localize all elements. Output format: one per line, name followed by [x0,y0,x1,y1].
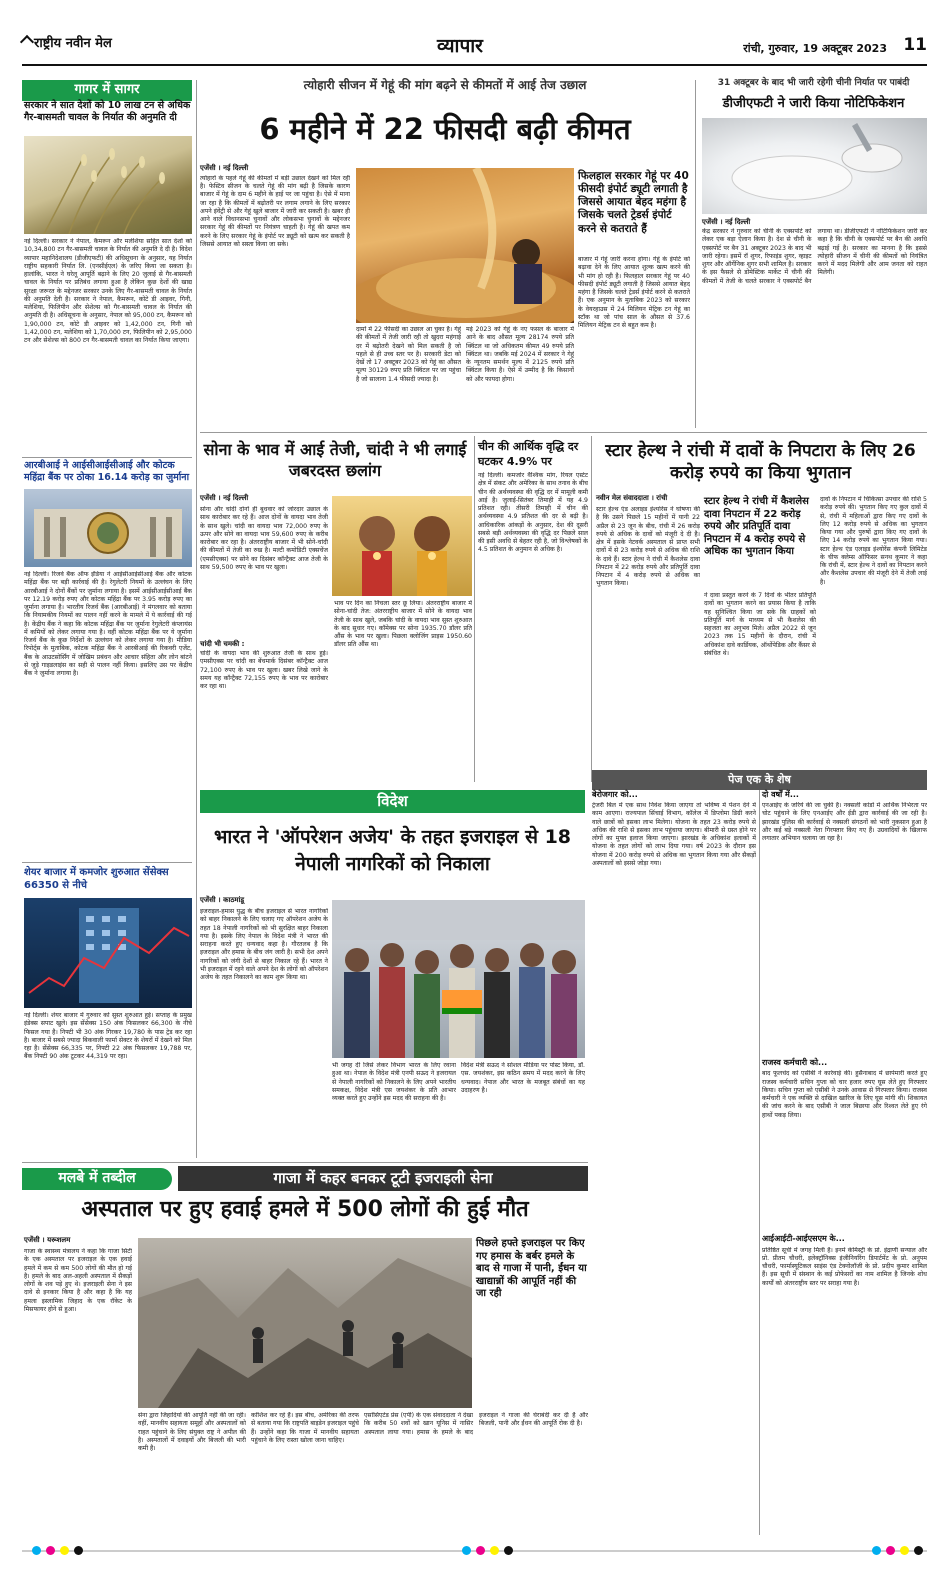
gaza-body-2: सेना द्वारा जिहादियों की आपूर्ति नहीं की जा रही। वहीं, मानवीय सहायता समूहों और अस्पतालों को राहत पहुंचाने के लिए संयुक्त राष्ट्र ने अपील की है। अस्पतालों में दवाइयों और बिजली की भारी कमी है। [138,1412,246,1452]
rbi-penalty-headline: आरबीआई ने आईसीआईसीआई और कोटक महिंद्रा बैंक पर ठोका 16.14 करोड़ का जुर्माना [24,460,190,484]
rice-export-headline: सरकार ने सात देशों को 10 लाख टन से अधिक गैर-बासमती चावल के निर्यात की अनुमति दी [24,100,191,124]
sensex-body: नई दिल्ली। शेयर बाजार में गुरुवार को सुस्त शुरुआत हुई। सप्ताह के प्रमुख इंडेक्स सपाट खुले। इस सेंसेक्स 150 अंक फिसलकर 66,300 के नीचे फिसल गया है। निफ्टी भी 30 अंक गिरकर 19,780 के पास ट्रेड कर रहा है। बाजार में सबसे ज्यादा बिकवाली फार्मा सेक्टर के शेयरों में देखने को मिल रहा है। सेंसेक्स 66,335 पर, निफ्टी 22 अंक फिसलकर 19,788 पर, बैंक निफ्टी 90 अंक टूटकर 44,319 पर रहा। [24,1012,192,1061]
star-story-col1 [596,494,700,505]
gaza-body-3: कोशिश कर रहे हैं। इस बीच, अमेरिका की तरफ से बताया गया कि राष्ट्रपति बाइडेन इजराइल पहुंचे हैं। उन्होंने कहा कि गाजा में मानवीय सहायता पहुंचाने के लिए रास्ता खोला जाना चाहिए। [251,1412,359,1444]
nepali-evacuees-photo [332,900,585,1058]
continuation-body-1: ट्रेजरी बिल में एक साथ निवेश किया जाएगा तो भविष्य में पेंशन देने में काम आएगा। राज्यपाल सिंचाई विभाग, कॉलेज में डिप्लोमा डिग्री करने वाले छात्रों को इसका लाभ मिलेगा। योजना के तहत 23 करोड़ रुपये से अधिक की राशि से इसका लाभ पहुंचाया जाएगा। बीमारी से ग्रस्त होने पर लोगों का मुफ्त इलाज किया जाएगा। झारखंड के अधिकांश इलाकों में योजना के तहत लोगों को लाभ दिया गया। वर्ष 2023 के दौरान इस योजना में 200 करोड़ रुपये से अधिक का भुगतान किया गया और सैकड़ों अस्पतालों को इससे जोड़ा गया। [592,802,756,867]
continuation-heading-4: आईआईटी-आईएसएम के... [762,1234,845,1244]
sugar-headline: डीजीएफटी ने जारी किया नोटिफिकेशन [722,96,905,111]
wheat-body-1: त्योहारों के पहले गेहूं की कीमतों में बड़ी उछाल देखने को मिल रही है। फेस्टिव सीजन के चलते गेहूं की मांग बढ़ी है जिसके कारण बाजार में गेहूं के दाम 6 महीने के हाई पर जा पहुंचा है। ऐसे में माना जा रहा है कि कीमतों में बढ़ोतरी पर लगाम लगाने के लिए सरकार अपने इंवेंट्री से और गेहूं खुले बाजार में जारी कर सकती है। खबर ही आने वाले विधानसभा चुनावों और लोकसभा चुनावों के मद्देनजर सरकार गेहूं की कीमतों पर नियंत्रण चाहती है। गेहूं की खपत कम करने के लिए सरकार गेहूं के इंपोर्ट पर ड्यूटी को खत्म कर सकती है जिससे आयात को सस्ता किया जा सके। [200,174,350,248]
videsh-col1 [200,896,328,907]
silver-subhead: चांदी भी चमकी : [200,640,245,648]
rbi-penalty-body: नई दिल्ली। रिजर्व बैंक ऑफ इंडिया ने आईसीआईसीआई बैंक और कोटक महिंद्रा बैंक पर बड़ी कार्रवाई की है। रेगुलेटरी नियमों के उल्लंघन के लिए आरबीआई ने दोनों बैंकों पर जुर्माना लगाया है। इसमें आईसीआईसीआई बैंक पर 12.19 करोड़ रुपए और कोटक महिंद्रा बैंक पर 3.95 करोड़ रुपए का जुर्माना लगाया है। भारतीय रिजर्व बैंक (आरबीआई) ने मंगलवार को बताया कि नियामकीय नियमों का पालन नहीं करने के मामले में ये कार्रवाई की गई है। केंद्रीय बैंक ने कहा कि कोटक महिंद्रा बैंक पर जुर्माना रेगुलेटरी कंप्लायंस में कमियों को लेकर लगाया गया है। वहीं कोटक महिंद्रा बैंक पर ये जुर्माना रिजर्व बैंक के कुछ निर्देशों के उल्लंघन को लेकर लगाया गया है। मीडिया रिपोर्ट्स के मुताबिक, कोटक महिंद्रा बैंक ने आरबीआई की रिकवरी एजेंट, बैंक के आउटसोर्सिंग में जोखिम प्रबंधन और आचार संहिता और लोन बांटने से जुड़े गाइडलाइंस का सही से पालन नहीं किया। इसलिए उस पर केंद्रीय बैंक ने जुर्माना लगाया है। [24,571,192,677]
star-body-3: दावों के निपटान में चिकित्सा उपचार की राशि 5 करोड़ रुपये की। भुगतान किए गए कुल दावों में से, रांची में महिलाओं द्वारा किए गए दावों के लिए 12 करोड़ रुपये से अधिक का भुगतान किया गया और पुरुषों द्वारा किए गए दावों के लिए 14 करोड़ रुपये का भुगतान किया गया। स्टार हेल्थ एंड एलाइड इंश्योरेंस कंपनी लिमिटेड के चीफ क्लेम्स ऑफिसर सनथ कुमार ने कहा कि रांची में, स्टार हेल्थ ने दावों का निपटान करने और कैशलेस उपचार की मंजूरी देने में तेजी लाई है। [820,496,927,586]
videsh-body-2: भी जगह दी जिसे लेकर विभाग भारत के लिए रवाना हुआ था। नेपाल के विदेश मंत्री एनपी सऊद ने इजरायल से नेपाली नागरिकों को निकालने के लिए अपने भारतीय समकक्ष, विदेश मंत्री एस जयशंकर के प्रति आभार व्यक्त करते हुए उन्होंने इस मदद की सराहना की है। [332,1062,456,1102]
rice-export-body: नई दिल्ली। सरकार ने नेपाल, कैमरून और मलेशिया सहित सात देशों को 10,34,800 टन गैर-बासमती चावल के निर्यात की अनुमति दे दी है। विदेश व्यापार महानिदेशालय (डीजीएफटी) की अधिसूचना के अनुसार, यह निर्यात राष्ट्रीय सहकारी निर्यात लि. (एनसीईएल) के जरिए किया जा सकता है। हालांकि, भारत ने घरेलू आपूर्ति बढ़ाने के लिए 20 जुलाई से गैर-बासमती चावल के निर्यात पर प्रतिबंध लगाया हुआ है लेकिन कुछ देशों की खाद्य सुरक्षा जरूरत के मद्देनजर सरकार उनके लिए गैर-बासमती चावल के निर्यात की अनुमति देती है। सरकार ने नेपाल, कैमरून, कोटे डी आइवर, गिनी, मलेशिया, फिलिपीन और सेशेल्स को गैर-बासमती चावल के निर्यात की अनुमति दी है। अधिसूचना के अनुसार, नेपाल को 95,000 टन, कैमरून को 1,90,000 टन, कोटे डी आइवर को 1,42,000 टन, गिनी को 1,42,000 टन, मलेशिया को 1,70,000 टन, फिलिपीन को 2,95,000 टन और सेशेल्स को 800 टन गैर-बासमती चावल का निर्यात किया जाएगा। [24,238,192,344]
destroyed-building-illustration [138,1238,472,1408]
gold-story-col1 [200,494,328,505]
wheat-body-2: दामों में 22 फीसदी का उछाल आ चुका है। गेहूं की कीमतों में तेजी जारी रही तो खुदरा महंगाई दर में बढ़ोतरी देखने को मिल सकती है जो पहले से ही उच्च स्तर पर है। सरकारी डेटा को देखें तो 17 अक्टूबर 2023 को गेहूं का औसत मूल्य 30129 रुपए प्रति क्विंटल पर जा पहुंचा है जो सालाना 1.4 फीसदी ज्यादा है। [356,326,461,383]
gold-body-2: चांदी के वायदा भाव की शुरुआत तेजी के साथ हुई। एमसीएक्स पर चांदी का बेंचमार्क दिसंबर कॉन्ट्रैक्ट आज 72,100 रुपए के भाव पर खुला। खबर लिखे जाने के समय यह कॉन्ट्रैक्ट 72,155 रुपए के भाव पर कारोबार कर रहा था। [200,650,328,690]
continuation-heading-2: राजस्व कर्मचारी को... [762,1058,828,1068]
page-one-continuation-label: पेज एक के शेष [592,770,927,790]
sugar-spoon-illustration [702,118,927,214]
masthead [22,30,927,66]
gold-headline: सोना के भाव में आई तेजी, चांदी ने भी लगाई जबरदस्त छलांग [203,440,467,480]
wheat-headline: 6 महीने में 22 फीसदी बढ़ी कीमत [259,112,631,146]
gold-body-3: भाव पर दिन का निचला स्तर छू लिया। अंतरराष्ट्रीय बाजार में सोना-चांदी तेज: अंतरराष्ट्रीय बाजार में सोने के वायदा भाव तेजी के साथ खुले, जबकि चांदी के वायदा भाव सुस्त शुरुआत के बाद सुधार गए। कॉमेक्स पर सोना 1935.70 डॉलर प्रति औंस के भाव पर खुला। पिछला क्लोजिंग प्राइस 1950.60 डॉलर प्रति औंस था। [334,600,472,649]
continuation-col2 [762,790,927,1397]
gaza-rubble-photo [138,1238,472,1408]
gaza-kicker: गाजा में कहर बनकर टूटी इजराइली सेना [178,1166,588,1191]
section-title: व्यापार [437,35,483,57]
videsh-byline: एजेंसी । काठमांडू [200,896,245,904]
wheat-byline: एजेंसी । नई दिल्ली [200,164,249,172]
left-column-label: गागर में सागर [22,80,192,101]
continuation-body-3: एनआईए के जरिये की जा चुकी है। नक्सली कांडों में आर्थिक निर्भरता पर चोट पहुंचाने के लिए एनआईए और ईडी द्वारा कार्रवाई की जा रही है। झारखंड पुलिस की कार्रवाई से नक्सली संगठनों को भारी नुकसान हुआ है और कई बड़े नक्सली नेता गिरफ्तार किए गए हैं। उग्रवादियों के खिलाफ लगातार अभियान चलाया जा रहा है। [762,802,927,843]
print-registration-strip [22,1545,927,1557]
stock-exchange-illustration [24,898,192,1008]
rbi-photo [24,489,192,567]
videsh-label: विदेश [200,790,585,813]
wheat-kicker: त्योहारी सीजन में गेहूं की मांग बढ़ने से कीमतों में आई तेज उछाल [303,78,587,92]
continuation-col1 [592,790,756,1377]
logo-arrow-icon [20,35,34,49]
rice-photo [24,136,192,234]
china-headline: चीन की आर्थिक वृद्धि दर घटकर 4.9% पर [478,440,579,468]
sugar-kicker: 31 अक्टूबर के बाद भी जारी रहेगी चीनी निर्यात पर पाबंदी [717,78,910,88]
sugar-byline: एजेंसी । नई दिल्ली [702,218,751,226]
sensex-headline: शेयर बाजार में कमजोर शुरुआत सेंसेक्स 66350 से नीचे [24,867,169,891]
sugar-photo [702,118,927,214]
gaza-body-4: एसोसिएटेड प्रेस (एपी) के एक संवाददाता ने देखा कि करीब 50 शवों को खान यूनिस में नासिर अस्पताल लाया गया। हमास के हमले के बाद इजराइल ने गाजा की घेराबंदी कर दी है और बिजली, पानी और ईंधन की आपूर्ति रोक दी है। [364,1412,588,1436]
wheat-pull-quote: फिलहाल सरकार गेहूं पर 40 फीसदी इंपोर्ट ड्यूटी लगाती है जिससे आयात बेहद महंगा है जिसके चलते ट्रेडर्स इंपोर्ट करने से कतराते हैं [578,170,689,235]
gold-jewellery-photo [332,496,472,596]
gaza-body-1: गाजा के स्वास्थ्य मंत्रालय ने कहा कि गाजा सिटी के एक अस्पताल पर इजराइल के एक हवाई हमले में कम से कम 500 लोगों की मौत हो गई है। हमले के बाद अल-अहली अस्पताल में सैकड़ों लोगों के शव पड़े हुए थे। इजराइली सेना ने इस दावे से इनकार किया है और कहा है कि यह हमला इस्लामिक जिहाद के एक रॉकेट के मिसफायर होने से हुआ। [24,1248,132,1313]
continuation-body-2: बाद फूलचंद को एसीबी ने कार्रवाई की। हुसैनाबाद में छापेमारी करते हुए राजस्व कर्मचारी सचिन गुप्ता को चार हजार रुपए घूस लेते हुए गिरफ्तार किया। सचिन गुप्ता को एसीबी ने उनके आवास से गिरफ्तार किया। राजस्व कर्मचारी ने एक व्यक्ति से दाखिल खारिज के लिए घूस मांगी थी। शिकायत की जांच करने के बाद एसीबी ने जाल बिछाया और रिश्वत लेते हुए रंगे हाथों पकड़ लिया। [762,1070,927,1119]
newspaper-logo: राष्ट्रीय नवीन मेल [22,36,112,53]
china-body: नई दिल्ली। कमजोर वैश्विक मांग, रियल एस्टेट क्षेत्र में संकट और अमेरिका के साथ तनाव के बीच चीन की अर्थव्यवस्था की वृद्धि दर में मामूली कमी आई है। जुलाई-सितंबर तिमाही में यह 4.9 प्रतिशत रही। तीसरी तिमाही में चीन की अर्थव्यवस्था 4.9 प्रतिशत की दर से बढ़ी है। आधिकारिक आंकड़ों के अनुसार, देश की दूसरी सबसे बड़ी अर्थव्यवस्था की वृद्धि दर पिछले साल की इसी अवधि से बेहतर रही है, जो विश्लेषकों के 4.5 प्रतिशत के अनुमान से अधिक है। [478,472,588,554]
rbi-building-illustration [24,489,192,567]
gold-byline: एजेंसी । नई दिल्ली [200,494,249,502]
dateline: रांची, गुरुवार, 19 अक्टूबर 2023 [743,42,887,55]
wheat-body-3: मई 2023 को गेहूं के नए फसल के बाजार में आने के बाद औसत मूल्य 28174 रुपये प्रति क्विंटल था जो अधिकतम कीमत 49 रुपये प्रति क्विंटल था। जबकि मई 2024 में सरकार ने गेहूं के न्यूनतम समर्थन मूल्य में 2125 रुपये प्रति क्विंटल किया है। ऐसे में उम्मीद है कि किसानों को और फायदा होगा। [466,326,574,383]
star-pull-quote: स्टार हेल्थ ने रांची में कैशलेस दावा निपटान में 22 करोड़ रुपये और प्रतिपूर्ति दावा निपटान में 4 करोड़ रुपये से अधिक का भुगतान किया [704,496,809,557]
nepal-evacuation-headline: भारत ने 'ऑपरेशन अजेय' के तहत इजराइल से 18 नेपाली नागरिकों को निकाला [213,826,572,875]
star-byline: नवीन मेल संवाददाता । रांची [596,494,668,502]
continuation-heading-1: बेरोजगार को... [592,790,638,799]
gold-body-1: सोना और चांदी दोनों ही बुधवार को जोरदार उछाल के साथ कारोबार कर रहे हैं। आज दोनों के वायदा भाव तेजी के साथ खुले। चांदी का वायदा भाव 72,000 रुपए के ऊपर और सोने का वायदा भाव 59,600 रुपए के करीब कारोबार कर रहा है। अंतरराष्ट्रीय बाजार में भी सोने-चांदी की कीमतों में तेजी का रुख है। मल्टी कमोडिटी एक्सचेंज (एमसीएक्स) पर सोने का दिसंबर कॉन्ट्रैक्ट आज तेजी के साथ 59,500 रुपए के भाव पर खुला। [200,506,328,571]
gaza-headline: अस्पताल पर हुए हवाई हमले में 500 लोगों की हुई मौत [81,1197,529,1222]
star-body-1: स्टार हेल्थ एंड अलाइड इंश्योरेंस ने घोषणा की है कि उसने पिछले 15 महीनों में यानी 22 अप्रैल से 23 जून के बीच, रांची में 26 करोड़ रुपये से अधिक के दावों को मंजूरी दे दी है। क्षेत्र में इसके नेटवर्क अस्पताल से प्राप्त सभी दावों में से 23 करोड़ रुपये से अधिक की राशि के दावे हैं। स्टार हेल्थ ने रांची में कैशलेस दावा निपटान में 22 करोड़ रुपये और प्रतिपूर्ति दावा निपटान में 4 करोड़ रुपये से अधिक का भुगतान किया। [596,506,700,588]
gaza-col1 [24,1236,132,1247]
videsh-body-1: इजराइल-हमास युद्ध के बीच इजराइल से भारत नागरिकों को बाहर निकालने के लिए चलाए गए ऑपरेशन अजेय के तहत 18 नेपाली नागरिकों को भी सुरक्षित बाहर निकाला गया है। इसके लिए नेपाल के विदेश मंत्री ने भारत की सराहना करते हुए धन्यवाद कहा है। गौरतलब है कि इजराइल और हमास के बीच जंग जारी है। सभी देश अपने नागरिकों को जंगी देशों से बाहर निकाल रहे हैं। भारत ने भी इजराइल में रहने वाले अपने देश के लोगों को ऑपरेशन अजेय के तहत निकालने का काम शुरू किया था। [200,908,328,981]
page-number: 11 [903,35,927,55]
star-body-2: ने दावा प्रस्तुत करने के 7 दिनों के भीतर प्रतिपूर्ति दावों का भुगतान करने का प्रयास किया है ताकि यह सुनिश्चित किया जा सके कि ग्राहकों को प्रतिपूर्ति मार्ग के माध्यम से भी कैशलेस की सहजता का अनुभव मिले। अप्रैल 2022 से जून 2023 तक 15 महीनों के दौरान, रांची में अधिकांश दावे कार्डियक, ऑर्थोपेडिक और कैंसर से संबंधित थे। [704,592,816,657]
wheat-grain-pile-illustration [356,168,574,323]
continuation-heading-3: दो वर्षों में... [762,790,799,799]
gaza-byline: एजेंसी । यरूशलम [24,1236,71,1244]
stock-market-photo [24,898,192,1008]
continuation-body-4: प्रतिष्ठित सूची में जगह मिली है। इनमें केमिस्ट्री के प्रो. इंद्राणी सन्याल और प्रो. प्रीतम चौधरी, इलेक्ट्रॉनिक्स इंजीनियरिंग डिपार्टमेंट के प्रो. अनुपम चौधरी, फार्मास्यूटिकल साइंस एंड टेक्नोलॉजी के प्रो. प्रदीप कुमार शामिल हैं। इस सूची में संस्थान के कई प्रोफेसरों का नाम शामिल है जिनके शोध कार्यों को अंतरराष्ट्रीय स्तर पर सराहा गया है। [762,1246,927,1287]
star-health-headline: स्टार हेल्थ ने रांची में दावों के निपटारा के लिए 26 करोड़ रुपये का किया भुगतान [605,441,916,484]
sugar-body: केंद्र सरकार ने गुरुवार को चीनी के एक्सपोर्ट को लेकर एक बड़ा ऐलान किया है। देश से चीनी के एक्सपोर्ट पर बैन 31 अक्टूबर 2023 के बाद भी जारी रहेगा। इसमें रॉ शुगर, रिफाइंड शुगर, व्हाइट शुगर और ऑर्गेनिक शुगर सभी शामिल है। सरकार के इस फैसले से डोमेस्टिक मार्केट में चीनी की कीमतों में तेजी के चलते सरकार ने एक्सपोर्ट बैन लगाया था। डीजीएफटी ने नोटिफिकेशन जारी कर कहा है कि चीनी के एक्सपोर्ट पर बैन की अवधि बढ़ाई गई है। सरकार का मानना है कि इससे त्योहारी सीजन में चीनी की कीमतों को नियंत्रित करने में मदद मिलेगी और आम जनता को राहत मिलेगी। [702,228,927,285]
rice-grain-illustration [24,136,192,234]
wheat-story-col1 [200,164,350,349]
wheat-body-4: बाजार में गेहूं जारी करना होगा। गेहूं के इंपोर्ट को बढ़ावा देने के लिए आयात शुल्क खत्म करने की भी मांग हो रही है। फिलहाल सरकार गेहूं पर 40 फीसदी इंपोर्ट ड्यूटी लगाती है जिससे आयात बेहद महंगा है जिसके चलते ट्रेडर्स इंपोर्ट करने से कतराते हैं। एक अनुमान के मुताबिक 2023 को सरकार के वेयरहाउस में 24 मिलियन मेट्रिक टन गेहूं का स्टॉक था जो पांच साल के औसत से 37.6 मिलियन मेट्रिक टन से बहुत कम है। [578,256,690,329]
wheat-photo [356,168,574,323]
videsh-body-3: विदेश मंत्री सऊद ने सोशल मीडिया पर पोस्ट किया, डॉ. एस. जयशंकर, इस कठिन समय में मदद करने के लिए धन्यवाद। नेपाल और भारत के मजबूत संबंधों का यह उदाहरण है। [461,1062,585,1094]
gaza-label: मलबे में तब्दील [22,1168,172,1190]
gaza-pull-quote: पिछले हफ्ते इजराइल पर किए गए हमास के बर्बर हमले के बाद से गाजा में पानी, ईंधन या खाद्यान्नों की आपूर्ति नहीं की जा रही [476,1238,587,1299]
women-with-jewellery-illustration [332,496,472,596]
evacuees-group-illustration [332,900,585,1058]
